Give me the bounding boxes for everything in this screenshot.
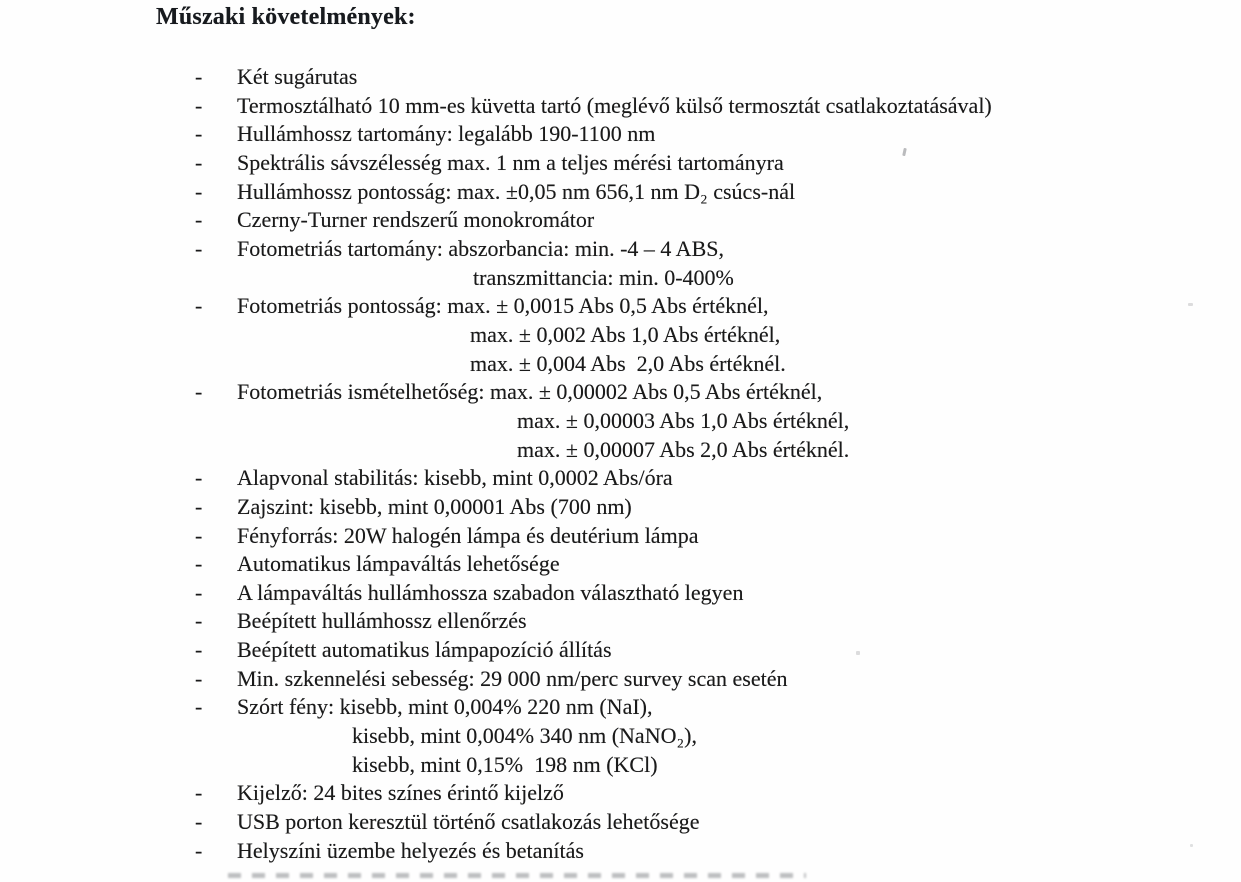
list-item-text: kisebb, mint 0,004% 340 nm (NaNO₂), — [352, 723, 697, 749]
list-item — [0, 837, 1241, 866]
list-item — [0, 378, 1241, 407]
bullet-dash: - — [195, 694, 203, 720]
list-item — [0, 92, 1241, 121]
list-item — [0, 550, 1241, 579]
bullet-dash: - — [195, 837, 203, 863]
list-item-text: Hullámhossz tartomány: legalább 190-1100 nm — [237, 121, 656, 147]
list-item — [0, 178, 1241, 207]
list-item — [0, 808, 1241, 837]
list-item-text: max. ± 0,00007 Abs 2,0 Abs értéknél. — [517, 436, 850, 462]
bullet-dash: - — [195, 379, 203, 405]
list-item-text: Hullámhossz pontosság: max. ±0,05 nm 656,1 nm D₂ csúcs-nál — [237, 178, 796, 204]
list-item-text: Min. szkennelési sebesség: 29 000 nm/perc survey scan esetén — [237, 665, 788, 691]
list-item-text: Szórt fény: kisebb, mint 0,004% 220 nm (NaI), — [237, 694, 653, 720]
list-item-text: Helyszíni üzembe helyezés és betanítás — [237, 837, 584, 863]
list-item — [0, 693, 1241, 722]
list-item — [0, 607, 1241, 636]
requirements-list — [0, 63, 1241, 865]
list-item — [0, 292, 1241, 321]
bullet-dash: - — [195, 178, 203, 204]
list-item-text: Fotometriás ismételhetőség: max. ± 0,00002 Abs 0,5 Abs értéknél, — [237, 379, 823, 405]
list-item-text: Fotometriás tartomány: abszorbancia: min. -4 – 4 ABS, — [237, 235, 724, 261]
list-item — [0, 493, 1241, 522]
bullet-dash: - — [195, 608, 203, 634]
bullet-dash: - — [195, 149, 203, 175]
list-item — [0, 779, 1241, 808]
list-item-text: A lámpaváltás hullámhossza szabadon választható legyen — [237, 579, 744, 605]
list-item-text: Termosztálható 10 mm-es küvetta tartó (meglévő külső termosztát csatlakoztatásával) — [237, 92, 992, 118]
list-item-continuation — [0, 407, 1241, 436]
list-item-text: max. ± 0,00003 Abs 1,0 Abs értéknél, — [517, 407, 850, 433]
list-item-continuation — [0, 722, 1241, 751]
list-item-continuation — [0, 321, 1241, 350]
bullet-dash: - — [195, 522, 203, 548]
list-item-text: Fotometriás pontosság: max. ± 0,0015 Abs 0,5 Abs értéknél, — [237, 293, 769, 319]
list-item-continuation — [0, 264, 1241, 293]
bullet-dash: - — [195, 493, 203, 519]
list-item-text: USB porton keresztül történő csatlakozás lehetősége — [237, 809, 700, 835]
list-item — [0, 120, 1241, 149]
list-item — [0, 206, 1241, 235]
list-item-text: Két sugárutas — [237, 64, 358, 89]
scan-speckle — [856, 651, 860, 655]
bullet-dash: - — [195, 235, 203, 261]
list-item — [0, 522, 1241, 551]
bullet-dash: - — [195, 293, 203, 319]
document-title: Műszaki követelmények: — [156, 4, 416, 30]
list-item-text: kisebb, mint 0,15% 198 nm (KCl) — [352, 751, 658, 777]
scan-speckle — [1188, 303, 1193, 306]
list-item-text: Automatikus lámpaváltás lehetősége — [237, 551, 560, 577]
list-item — [0, 636, 1241, 665]
list-item-text: max. ± 0,004 Abs 2,0 Abs értéknél. — [470, 350, 786, 376]
bullet-dash: - — [195, 465, 203, 491]
list-item-continuation — [0, 436, 1241, 465]
list-item-text: Czerny-Turner rendszerű monokromátor — [237, 207, 595, 233]
bullet-dash: - — [195, 92, 203, 118]
list-item-text: Alapvonal stabilitás: kisebb, mint 0,0002 Abs/óra — [237, 465, 673, 491]
list-item-text: Kijelző: 24 bites színes érintő kijelző — [237, 780, 564, 806]
list-item-text: max. ± 0,002 Abs 1,0 Abs értéknél, — [470, 321, 781, 347]
list-item-text: transzmittancia: min. 0-400% — [473, 264, 734, 290]
list-item — [0, 149, 1241, 178]
list-item-text: Fényforrás: 20W halogén lámpa és deutérium lámpa — [237, 522, 699, 548]
list-item — [0, 63, 1241, 92]
list-item — [0, 665, 1241, 694]
bullet-dash: - — [195, 809, 203, 835]
bullet-dash: - — [195, 579, 203, 605]
scan-speckle — [1190, 844, 1193, 847]
list-item-text: Beépített hullámhossz ellenőrzés — [237, 608, 527, 634]
list-item-continuation — [0, 350, 1241, 379]
cut-off-text-smudge — [228, 873, 806, 878]
bullet-dash: - — [195, 551, 203, 577]
list-item-continuation — [0, 751, 1241, 780]
list-item-text: Beépített automatikus lámpapozíció állítás — [237, 637, 612, 663]
bullet-dash: - — [195, 637, 203, 663]
bullet-dash: - — [195, 665, 203, 691]
bullet-dash: - — [195, 207, 203, 233]
list-item — [0, 464, 1241, 493]
list-item — [0, 235, 1241, 264]
list-item-text: Spektrális sávszélesség max. 1 nm a teljes mérési tartományra — [237, 149, 784, 175]
bullet-dash: - — [195, 780, 203, 806]
list-item — [0, 579, 1241, 608]
bullet-dash: - — [195, 64, 203, 89]
bullet-dash: - — [195, 121, 203, 147]
list-item-text: Zajszint: kisebb, mint 0,00001 Abs (700 nm) — [237, 493, 632, 519]
